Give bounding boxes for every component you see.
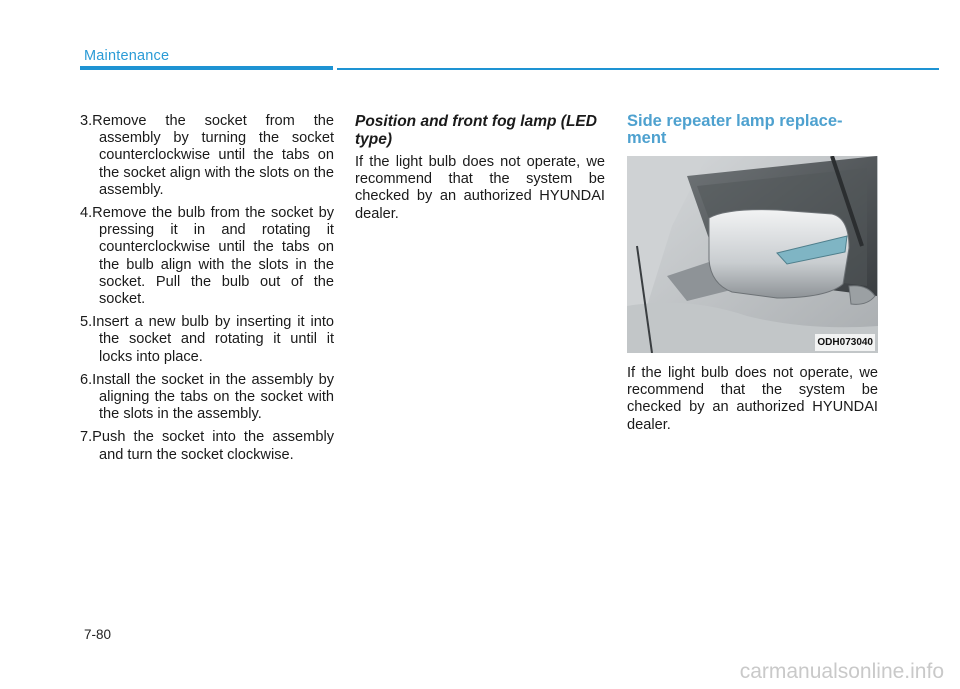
instruction-step-7: 7.Push the socket into the assembly and turn the socket clockwise. (80, 429, 334, 463)
fog-lamp-heading: Position and front fog lamp (LED type) (355, 113, 597, 148)
side-repeater-body: If the light bulb does not operate, we recommend that the system be checked by an authorized HYUNDAI dealer. (627, 365, 878, 433)
instruction-step-6: 6.Install the socket in the assembly by aligning the tabs on the socket with the slots in the assembly. (80, 371, 334, 423)
fog-lamp-body: If the light bulb does not operate, we recommend that the system be checked by an authorized HYUNDAI dealer. (355, 154, 605, 222)
instruction-step-4: 4.Remove the bulb from the socket by pressing it in and rotating it counterclockwise until the tabs on the bulb align with the slots in the socket. Pull the bulb out of the socket. (80, 205, 334, 308)
header-rule-thin (337, 68, 939, 70)
header-rule-thick (80, 66, 333, 70)
watermark-link[interactable]: carmanualsonline.info (739, 660, 944, 683)
instruction-step-5: 5.Insert a new bulb by inserting it into the socket and rotating it until it locks into place. (80, 314, 334, 365)
middle-column (355, 113, 605, 223)
page-number: 7-80 (84, 627, 112, 642)
side-repeater-heading: Side repeater lamp replace-ment (627, 112, 843, 147)
side-mirror-illustration (627, 156, 878, 353)
left-column (80, 113, 334, 470)
figure-code: ODH073040 (815, 334, 875, 351)
side-mirror-figure (627, 156, 878, 353)
right-column (627, 113, 878, 434)
instruction-step-3: 3.Remove the socket from the assembly by turning the socket counterclockwise until the tabs on the socket align with the slots on the assembly. (80, 113, 334, 198)
section-label: Maintenance (84, 48, 170, 64)
